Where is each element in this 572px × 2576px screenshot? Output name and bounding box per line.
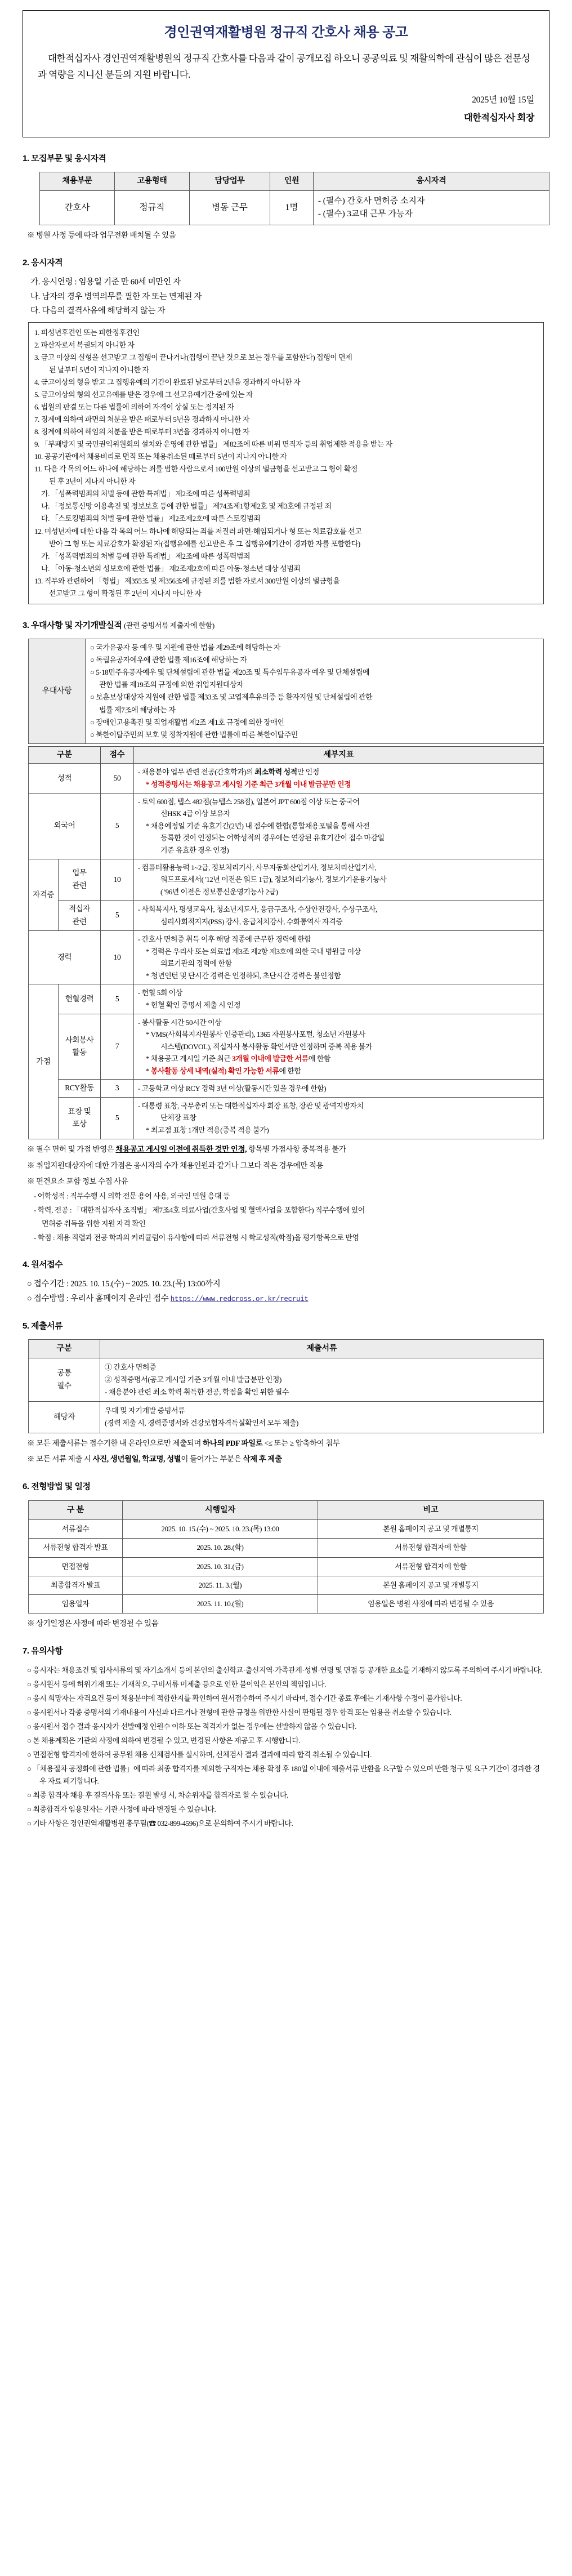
score-category: 자격증 [29,859,59,931]
score-subcategory: 헌혈경력 [59,984,101,1014]
score-subcategory: RCY활동 [59,1080,101,1097]
col-category: 구분 [29,746,101,764]
notice-item: ○ 응시원서 등에 허위기재 또는 기재착오, 구비서류 미제출 등으로 인한 불이익은 본인의 책임입니다. [27,1680,326,1689]
table-row [29,1557,544,1576]
schedule-step: 면접전형 [29,1557,123,1576]
table-header-row [29,1340,544,1358]
disqualification-item-continued: 된 날부터 5년이 지나지 아니한 자 [49,365,149,374]
notice-item: ○ 응시 희망자는 자격요건 등이 채용분야에 적합한지를 확인하여 원서접수하여 주시기 바라며, 접수기간 종료 후에는 기재사항 수정이 불가합니다. [27,1694,462,1703]
section-schedule [23,1480,549,1630]
document-line: - 채용분야 관련 최소 학력 취득한 전공, 학점을 확인 위한 필수 [105,1388,289,1397]
disqualification-item: 1. 피성년후견인 또는 피한정후견인 [34,328,140,337]
table-row [29,931,544,984]
section3-title-main: 3. 우대사항 및 자기개발실적 [23,620,122,630]
notice-item: ○ 「채용절차 공정화에 관한 법률」에 따라 최종 합격자를 제외한 구직자는 채용 확정 후 180일 이내에 제출서류 반환을 요구할 수 있으며 반환 청구 및 요구 기간이 경과한 경우 자료 폐기합니다. [27,1764,540,1785]
schedule-date: 2025. 10. 31.(금) [123,1557,318,1576]
disqualification-item: 9. 「부패방지 및 국민권익위원회의 설치와 운영에 관한 법률」 제82조에 따른 비위 면직자 등의 취업제한 적용을 받는 자 [34,440,392,449]
disqualification-box [28,322,544,604]
table-header-row [40,172,549,191]
intro-paragraph: 대한적십자사 경인권역재활병원의 정규직 간호사를 다음과 같이 공개모집 하오니 공공의료 및 재활의학에 관심이 많은 전문성과 역량을 지니신 분들의 지원 바랍니다. [38,53,530,81]
scoring-note-3: ※ 편견요소 포함 정보 수집 사유 [27,1177,128,1186]
col-doc-category: 구분 [29,1340,100,1358]
document-line: ① 간호사 면허증 [105,1363,157,1372]
section-recruitment-field [23,152,549,242]
preference-item: ○ 장애인고용촉진 및 직업재활법 제2조 제1호 규정에 의한 장애인 [90,717,284,727]
notice-item: ○ 응시원서나 각종 증명서의 기재내용이 사실과 다르거나 전형에 관한 규정을 위반한 사실이 판명될 경우 합격 또는 임용을 취소할 수 있습니다. [27,1708,452,1717]
section1-note: ※ 병원 사정 등에 따라 업무전환 배치될 수 있음 [27,231,176,240]
schedule-date: 2025. 11. 3.(월) [123,1576,318,1594]
col-duty: 담당업무 [190,172,270,191]
score-points: 7 [101,1014,134,1080]
notice-item: ○ 최종합격자 임용일자는 기관 사정에 따라 변경될 수 있습니다. [27,1804,216,1813]
score-points: 10 [101,931,134,984]
score-detail-line: * 봉사활동 상세 내역(실적) 확인 가능한 서류에 한함 [146,1066,301,1075]
score-detail [134,859,544,901]
disqualification-item: 7. 징계에 의하여 파면의 처분을 받은 때로부터 5년을 경과하지 아니한 자 [34,415,249,424]
application-period: ○ 접수기간 : 2025. 10. 15.(수) ~ 2025. 10. 23.(목) 13:00까지 [27,1280,221,1289]
disqualification-item: 10. 공공기관에서 채용비리로 면직 또는 채용취소된 때로부터 5년이 지나지 아니한 자 [34,452,287,461]
disqualification-item: 나. 「정보통신망 이용촉진 및 정보보호 등에 관한 법률」 제74조제1항제2호 및 제3호에 규정된 죄 [41,502,332,511]
schedule-remark: 본원 홈페이지 공고 및 개별통지 [318,1520,544,1539]
table-row [29,1014,544,1080]
table-row [29,901,544,931]
table-row [29,793,544,859]
schedule-step: 서류접수 [29,1520,123,1539]
notice-item: ○ 기타 사항은 경인권역재활병원 총무팀(☎ 032-899-4596)으로 문의하여 주시기 바랍니다. [27,1819,293,1828]
disqualification-item: 6. 법원의 판결 또는 다른 법률에 의하여 자격이 상실 또는 정지된 자 [34,403,234,412]
preference-table [28,639,544,744]
document-list [100,1358,544,1402]
score-points: 5 [101,1097,134,1139]
section-preference [23,619,549,1244]
score-detail-line: - 고등학교 이상 RCY 경력 3년 이상(활동시간 있을 경우에 한함) [138,1084,327,1093]
schedule-remark: 임용일은 병원 사정에 따라 변경될 수 있음 [318,1594,544,1613]
schedule-step: 서류전형 합격자 발표 [29,1539,123,1557]
cell-count: 1명 [270,190,314,225]
score-detail-line: * 헌혈 확인 증명서 제출 시 인정 [146,1000,241,1009]
table-header-row [29,746,544,764]
preference-item: ○ 보훈보상대상자 지원에 관한 법률 제33조 및 고엽제후유의증 등 환자지원 및 단체설립에 관한 [90,693,373,702]
document-category: 공통 필수 [29,1358,100,1402]
score-subcategory: 표창 및 포상 [59,1097,101,1139]
schedule-date: 2025. 10. 15.(수) ~ 2025. 10. 23.(목) 13:00 [123,1520,318,1539]
bias-info-item: - 학점 : 채용 직렬과 전공 학과의 커리큘럼이 유사함에 따라 서류전형 시 학교성적(학점)을 평가항목으로 반영 [34,1233,359,1242]
col-count: 인원 [270,172,314,191]
eligibility-item-age: 가. 응시연령 : 임용일 기준 만 60세 미만인 자 [30,278,181,287]
score-detail-line: - 대통령 표창, 국무총리 또는 대한적십자사 회장 표창, 장관 및 광역지방자치 [138,1101,364,1110]
application-method-label: ○ 접수방법 : 우리사 홈페이지 온라인 접수 [27,1294,171,1303]
score-detail-line: 의료기관의 경력에 한함 [160,959,232,968]
scoring-table [28,746,544,1139]
preference-item: ○ 국가유공자 등 예우 및 지원에 관한 법률 제29조에 해당하는 자 [90,643,281,652]
table-row [29,1080,544,1097]
schedule-table-body [29,1520,544,1614]
header-box [23,10,549,137]
score-detail-line: - 봉사활동 시간 50시간 이상 [138,1018,222,1027]
preference-label: 우대사항 [29,639,86,744]
recruitment-table [39,172,549,225]
document-list [100,1402,544,1433]
application-url-link[interactable]: https://www.redcross.or.kr/recruit [170,1295,309,1303]
score-detail [134,1080,544,1097]
disqualification-item: 4. 금고이상의 형을 받고 그 집행유예의 기간이 완료된 날로부터 2년을 경과하지 아니한 자 [34,377,301,386]
table-row [29,1358,544,1402]
disqualification-item: 13. 직무와 관련하여 「형법」 제355조 및 제356조에 규정된 죄를 범한 자로서 300만원 이상의 벌금형을 [34,576,340,585]
scoring-note-2: ※ 취업지원대상자에 대한 가점은 응시자의 수가 채용인원과 같거나 그보다 적은 경우에만 적용 [27,1161,324,1170]
section-notices [23,1644,549,1829]
disqualification-item: 12. 미성년자에 대한 다음 각 목의 어느 하나에 해당되는 죄를 저질러 파면·해임되거나 형 또는 치료감호를 선고 [34,527,362,536]
score-detail [134,793,544,859]
disqualification-item: 2. 파산자로서 복권되지 아니한 자 [34,340,135,349]
table-row [29,859,544,901]
score-detail-line: * 채용예정일 기준 유효기간(2년) 내 점수에 한함(통합채용포털을 통해 사전 [146,821,370,830]
score-category: 경력 [29,931,101,984]
schedule-date: 2025. 11. 10.(월) [123,1594,318,1613]
score-detail-line: * 최고점 표창 1개만 적용(중복 적용 불가) [146,1126,269,1134]
scoring-note-1: ※ 필수 면허 및 가점 반영은 채용공고 게시일 이전에 취득한 것만 인정, 항목별 가점사항 중복적용 불가 [27,1144,346,1153]
score-detail-line: * 성적증명서는 채용공고 게시일 기준 최근 3개월 이내 발급분만 인정 [146,780,351,789]
score-points: 10 [101,859,134,901]
preference-items-cell [86,639,544,744]
notices-list [23,1664,549,1829]
table-row [29,1594,544,1613]
score-detail-line: 시스템(DOVOL), 적십자사 봉사활동 확인서만 인정하며 중복 적용 불가 [160,1042,373,1051]
table-row [29,1520,544,1539]
table-row [29,639,544,744]
score-detail-line: - 사회복지사, 평생교육사, 청소년지도사, 응급구조사, 수상안전강사, 수상구조사, [138,905,377,914]
col-step: 구 분 [29,1500,123,1520]
document-line: ② 성적증명서(공고 게시일 기준 3개월 이내 발급분만 인정) [105,1375,281,1384]
cell-employment: 정규직 [115,190,190,225]
score-detail-line: - 컴퓨터활용능력 1~2급, 정보처리기사, 사무자동화산업기사, 정보처리산업기사, [138,863,377,872]
eligibility-item-military: 나. 남자의 경우 병역의무를 필한 자 또는 면제된 자 [30,292,202,301]
qualification-line-1: - (필수) 간호사 면허증 소지자 [318,196,425,206]
section-eligibility [23,256,549,604]
score-points: 3 [101,1080,134,1097]
score-detail-line: 신HSK 4급 이상 보유자 [160,809,230,818]
score-detail-line: - 채용분야 업무 관련 전공(간호학과)의 최소학력 성적만 인정 [138,768,319,777]
score-points: 5 [101,984,134,1014]
score-detail-line: 기준 유효한 경우 인정) [160,845,229,854]
table-row [29,984,544,1014]
disqualification-item: 8. 징계에 의하여 해임의 처분을 받은 때로부터 3년을 경과하지 아니한 자 [34,427,249,436]
disqualification-item: 나. 「아동·청소년의 성보호에 관한 법률」 제2조제2호에 따른 아동·청소년 대상 성범죄 [41,564,301,573]
document-line: (경력 제출 시, 경력증명서와 건강보험자격득실확인서 모두 제출) [105,1419,298,1428]
score-category: 외국어 [29,793,101,859]
disqualification-item: 3. 금고 이상의 실형을 선고받고 그 집행이 끝나거나(집행이 끝난 것으로 보는 경우를 포함한다) 집행이 면제 [34,353,352,362]
preference-item-continued: 법률 제7조에 해당하는 자 [99,705,176,714]
document-line: 우대 및 자기개발 증빙서류 [105,1406,185,1415]
disqualification-item-continued: 된 후 3년이 지나지 아니한 자 [49,477,136,486]
score-detail-line: - 간호사 면허증 취득 이후 해당 직종에 근무한 경력에 한함 [138,935,311,944]
section6-title: 6. 전형방법 및 일정 [23,1482,91,1492]
table-row [29,1539,544,1557]
disqualification-item-continued: 선고받고 그 형이 확정된 후 2년이 지나지 아니한 자 [49,589,202,598]
disqualification-item: 가. 「성폭력범죄의 처벌 등에 관한 특례법」 제2조에 따른 성폭력범죄 [41,551,251,560]
document-category: 해당자 [29,1402,100,1433]
score-detail-line: - 헌혈 5회 이상 [138,988,182,997]
documents-table-body [29,1358,544,1433]
schedule-step: 임용일자 [29,1594,123,1613]
disqualification-item: 5. 금고이상의 형의 선고유예를 받은 경우에 그 선고유예기간 중에 있는 자 [34,390,253,399]
cell-duty: 병동 근무 [190,190,270,225]
score-points: 50 [101,764,134,793]
bias-info-item: - 학력, 전공 : 「대한적십자사 조직법」 제7조4호 의료사업(간호사업 및 혈액사업을 포함한다) 직무수행에 있어 [34,1206,365,1215]
notice-item: ○ 응시자는 채용조건 및 입사서류의 및 자기소개서 등에 본인의 출신학교·출신지역·가족관계·성별·연령 및 면접 등 공개한 요소를 기재하지 않도록 주의하여 주시기 바랍니다. [27,1666,542,1675]
score-subcategory: 적십자 관련 [59,901,101,931]
score-detail-line: * 경력은 우리사 또는 의료법 제3조 제2항 제3호에 의한 국내 병원급 이상 [146,947,361,956]
cell-qualification [314,190,549,225]
page-title: 경인권역재활병원 정규직 간호사 채용 공고 [164,25,408,40]
score-detail-line: ( '96년 이전은 정보통신운영기능사 2급) [160,887,278,896]
disqualification-item: 가. 「성폭력범죄의 처벌 등에 관한 특례법」 제2조에 따른 성폭력범죄 [41,489,251,498]
col-detail: 세부지표 [134,746,544,764]
table-row [29,1576,544,1594]
disqualification-item: 다. 「스토킹범죄의 처벌 등에 관한 법률」 제2조제2호에 따른 스토킹범죄 [41,514,261,523]
bias-info-items [23,1191,549,1244]
score-detail-line: - 토익 600점, 텝스 482점(뉴텝스 258점), 일본어 JPT 600점 이상 또는 중국어 [138,797,360,806]
col-date: 시행일자 [123,1500,318,1520]
col-points: 점수 [101,746,134,764]
table-row [29,764,544,793]
bias-info-item: - 어학성적 : 직무수행 시 의학 전문 용어 사용, 외국인 민원 응대 등 [34,1192,230,1201]
table-row [29,1097,544,1139]
score-detail-line: * VMS(사회복지자원봉사 인증관리), 1365 자원봉사포털, 청소년 자원봉사 [146,1030,365,1039]
col-doc-list: 제출서류 [100,1340,544,1358]
schedule-remark: 본원 홈페이지 공고 및 개별통지 [318,1576,544,1594]
score-detail [134,984,544,1014]
qualification-line-2: - (필수) 3교대 근무 가능자 [318,209,413,219]
documents-table [28,1339,544,1433]
section4-title: 4. 원서접수 [23,1259,63,1269]
section1-title: 1. 모집부문 및 응시자격 [23,153,106,163]
score-subcategory: 사회봉사 활동 [59,1014,101,1080]
col-qualification: 응시자격 [314,172,549,191]
score-points: 5 [101,793,134,859]
score-points: 5 [101,901,134,931]
score-detail-line: 심리사회적지지(PSS) 강사, 응급처치강사, 수화통역사 자격증 [160,917,343,926]
notice-item: ○ 최종 합격자 채용 후 결격사유 또는 결원 발생 시, 차순위자를 합격자로 할 수 있습니다. [27,1790,288,1799]
job-posting-document [0,10,572,1854]
notice-item: ○ 응시원서 접수 결과 응시자가 선발예정 인원수 이하 또는 적격자가 없는 경우에는 선발하지 않을 수 있습니다. [27,1722,356,1731]
section3-title-sub: (관련 증빙서류 제출자에 한함) [124,621,214,630]
score-detail-line: 단체장 표창 [160,1113,196,1122]
schedule-date: 2025. 10. 28.(화) [123,1539,318,1557]
preference-item-continued: 관한 법률 제19조의 규정에 의한 취업지원대상자 [99,680,244,689]
score-detail-line: 워드프로세서( '12년 이전은 워드 1급), 정보처리기능사, 정보기기운용기능사 [160,875,387,884]
score-subcategory: 업무 관련 [59,859,101,901]
disqualification-item-continued: 받아 그 형 또는 치료감호가 확정된 자(집행유예를 선고받은 후 그 집행유예기간이 경과한 자를 포함한다) [49,539,360,548]
score-category: 성적 [29,764,101,793]
application-method [27,1293,549,1305]
notice-item: ○ 본 채용계획은 기관의 사정에 의하여 변경될 수 있고, 변경된 사항은 재공고 후 시행합니다. [27,1736,301,1745]
cell-field: 간호사 [40,190,115,225]
schedule-remark: 서류전형 합격자에 한함 [318,1539,544,1557]
section3-title [23,619,549,632]
schedule-note: ※ 상기일정은 사정에 따라 변경될 수 있음 [27,1619,159,1628]
preference-item: ○ 5·18민주유공자예우 및 단체설립에 관한 법률 제20조 및 특수임무유공자 예우 및 단체설립에 [90,668,370,677]
section-documents [23,1320,549,1465]
col-remark: 비고 [318,1500,544,1520]
score-detail-line: * 청년인턴 및 단시간 경력은 인정하되, 초단시간 경력은 불인정함 [146,971,341,980]
issue-date: 2025년 10월 15일 [472,95,534,105]
preference-item: ○ 독립유공자예우에 관한 법률 제16조에 해당하는 자 [90,656,247,665]
documents-note-1: ※ 모든 제출서류는 접수기한 내 온라인으로만 제출되며 하나의 PDF 파일로 <≤ 또는 ≥ 압축하여 첨부 [27,1438,340,1447]
scoring-table-body [29,764,544,1139]
notice-item: ○ 면접전형 합격자에 한하여 공무원 채용 신체검사를 실시하며, 신체검사 결과 결과에 따라 합격 취소될 수 있습니다. [27,1750,372,1759]
section-application [23,1258,549,1305]
table-header-row [29,1500,544,1520]
eligibility-item-disqualification: 다. 다음의 결격사유에 해당하지 않는 자 [30,306,166,316]
disqualification-item: 11. 다음 각 목의 어느 하나에 해당하는 죄를 범한 사람으로서 100만원 이상의 벌금형을 선고받고 그 형이 확정 [34,465,358,474]
col-field: 채용부문 [40,172,115,191]
score-category: 가점 [29,984,59,1139]
score-detail-line: * 채용공고 게시일 기준 최근 3개월 이내에 발급한 서류에 한함 [146,1054,330,1063]
table-row [40,190,549,225]
col-employment: 고용형태 [115,172,190,191]
issuing-organization: 대한적십자사 회장 [464,113,534,123]
bias-info-item-continued: 면허증 취득을 위한 지원 자격 확인 [42,1219,146,1228]
section7-title: 7. 유의사항 [23,1646,63,1656]
score-detail [134,764,544,793]
schedule-remark: 서류전형 합격자에 한함 [318,1557,544,1576]
score-detail-line: 등록한 것이 인정되는 어학성적의 경우에는 연장된 유효기간이 접수 마감일 [160,834,385,843]
score-detail [134,901,544,931]
schedule-step: 최종합격자 발표 [29,1576,123,1594]
preference-item: ○ 북한이탈주민의 보호 및 정착지원에 관한 법률에 따른 북한이탈주민 [90,730,298,739]
score-detail [134,1097,544,1139]
section5-title: 5. 제출서류 [23,1321,63,1331]
score-detail [134,931,544,984]
table-row [29,1402,544,1433]
score-detail [134,1014,544,1080]
documents-note-2: ※ 모든 서류 제출 시 사진, 생년월일, 학교명, 성별이 들어가는 부분은 삭제 후 제출 [27,1455,282,1464]
schedule-table [28,1500,544,1614]
section2-title: 2. 응시자격 [23,258,63,268]
